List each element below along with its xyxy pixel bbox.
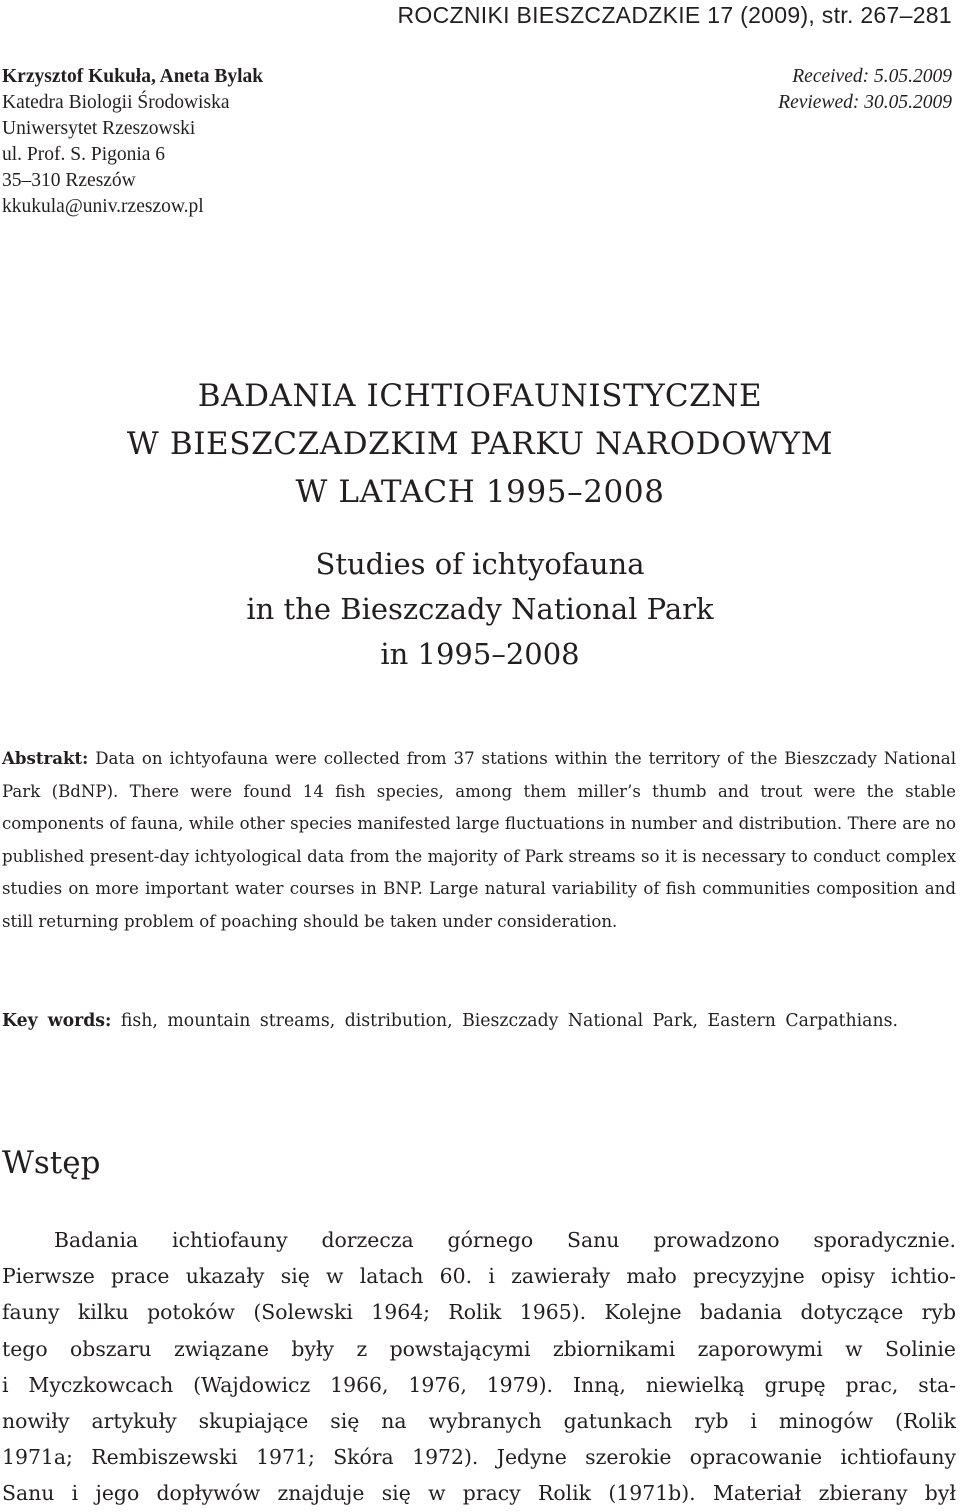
keywords [2,1005,956,1038]
body-line: i Myczkowcach (Wajdowicz 1966, 1976, 1979). Inną, niewielką grupę prac, sta- [2,1372,956,1397]
keywords-text: fish, mountain streams, distribution, Bieszczady National Park, Eastern Carpathians. [120,1011,898,1031]
reviewed-date: Reviewed: 30.05.2009 [778,92,952,113]
abstract [2,742,956,938]
affiliation-line: Uniwersytet Rzeszowski [2,118,196,139]
title-polish-line: W BIESZCZADZKIM PARKU NARODOWYM [126,426,834,462]
affiliation-line: 35–310 Rzeszów [2,170,136,191]
dates-block [778,64,952,116]
abstract-label: Abstrakt: [2,748,89,768]
received-date: Received: 5.05.2009 [792,66,952,87]
section-heading: Wstęp [2,1145,101,1181]
title-english-line: in the Bieszczady National Park [246,592,714,626]
keywords-label: Key words: [2,1011,112,1031]
journal-header: ROCZNIKI BIESZCZADZKIE 17 (2009), str. 267–281 [397,2,952,28]
title-english-line: in 1995–2008 [380,637,580,671]
body-line: Sanu i jego dopływów znajduje się w pracy Rolik (1971b). Materiał zbierany był [2,1481,956,1506]
body-line: tego obszaru związane były z powstającymi zbiornikami zaporowymi w Solinie [2,1336,956,1361]
body-line: 1971a; Rembiszewski 1971; Skóra 1972). Jedyne szerokie opracowanie ichtiofauny [2,1445,956,1470]
authors: Krzysztof Kukuła, Aneta Bylak [2,66,264,87]
title-polish-line: BADANIA ICHTIOFAUNISTYCZNE [197,378,763,414]
title-english [0,542,960,677]
body-line: fauny kilku potoków (Solewski 1964; Rolik 1965). Kolejne badania dotyczące ryb [2,1300,956,1325]
author-email: kkukula@univ.rzeszow.pl [2,196,204,217]
affiliation-line: Katedra Biologii Środowiska [2,92,230,113]
body-line: nowiły artykuły skupiające się na wybranych gatunkach ryb i minogów (Rolik [2,1409,956,1434]
section-body [2,1222,956,1512]
title-english-line: Studies of ichtyofauna [315,547,645,581]
title-polish-line: W LATACH 1995–2008 [295,474,665,510]
body-line: Pierwsze prace ukazały się w latach 60. i zawierały mało precyzyjne opisy ichtio- [2,1264,956,1289]
affiliation-line: ul. Prof. S. Pigonia 6 [2,144,166,165]
title-polish [0,372,960,516]
authors-block [2,64,263,220]
body-line: Badania ichtiofauny dorzecza górnego Sanu prowadzono sporadycznie. [54,1228,956,1252]
abstract-text: Data on ichtyofauna were collected from 37 stations within the territory of the Bieszczady National Park (BdNP). There were found 14 fish species, among them miller’s thumb and trout were the stable components of fauna, while other species manifested large fluctuations in number and distribution. There are no published present-day ichtyological data from the majority of Park streams so it is necessary to conduct complex studies on more important water courses in BNP. Large natural variability of fish communities composition and still returning problem of poaching should be taken under consideration. [2,749,957,931]
